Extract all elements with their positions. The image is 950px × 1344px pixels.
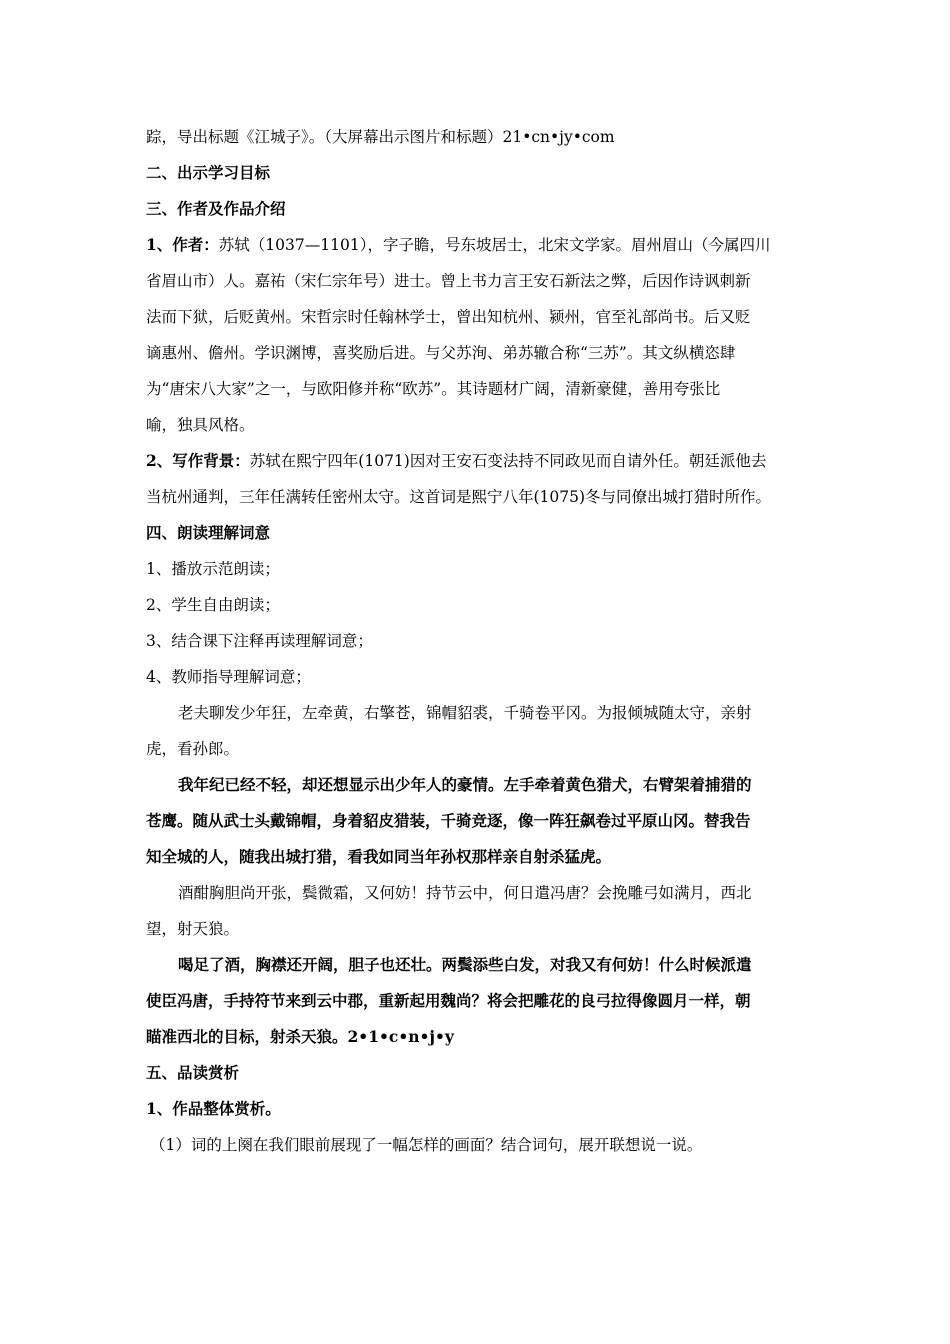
poem-stanza-1-line: 老夫聊发少年狂，左牵黄，右擎苍，锦帽貂裘，千骑卷平冈。为报倾城随太守，亲射	[178, 704, 752, 722]
intro-tail-line: 踪，导出标题《江城子》。（大屏幕出示图片和标题）21•cn•jy•com	[146, 128, 615, 146]
author-paragraph-line	[146, 234, 826, 256]
translation-1-line: 知全城的人，随我出城打猎，看我如同当年孙权那样亲自射杀猛虎。	[146, 847, 612, 866]
author-paragraph-line: 谪惠州、儋州。学识渊博，喜奖励后进。与父苏洵、弟苏辙合称“三苏”。其文纵横恣肆	[146, 344, 736, 362]
section-heading-2: 二、出示学习目标	[146, 163, 271, 182]
background-text: 苏轼在熙宁四年(1071)因对王安石变法持不同政见而自请外任。朝廷派他去	[249, 452, 767, 470]
step-item: 2、学生自由朗读；	[146, 596, 280, 614]
author-text: 苏轼（1037—1101），字子瞻，号东坡居士，北宋文学家。眉州眉山（今属四川	[218, 236, 771, 254]
background-label: 2、写作背景：	[146, 451, 250, 470]
subsection-heading: 1、作品整体赏析。	[146, 1099, 281, 1118]
translation-1-line: 我年纪已经不轻，却还想显示出少年人的豪情。左手牵着黄色猎犬，右臂架着捕猎的	[178, 775, 752, 794]
poem-stanza-1-line: 虎，看孙郎。	[146, 740, 240, 758]
poem-stanza-2-line: 酒酣胸胆尚开张，鬓微霜，又何妨！持节云中，何日遣冯唐？会挽雕弓如满月，西北	[178, 884, 752, 902]
translation-2-line: 喝足了酒，胸襟还开阔，胆子也还壮。两鬓添些白发，对我又有何妨！什么时候派遣	[178, 955, 752, 974]
author-paragraph-line: 法而下狱，后贬黄州。宋哲宗时任翰林学士，曾出知杭州、颍州，官至礼部尚书。后又贬	[146, 308, 751, 326]
step-item: 4、教师指导理解词意；	[146, 668, 311, 686]
author-label: 1、作者：	[146, 235, 219, 254]
section-heading-5: 五、品读赏析	[146, 1063, 240, 1082]
background-paragraph-line	[146, 450, 826, 472]
section-heading-4: 四、朗读理解词意	[146, 523, 271, 542]
translation-2-line: 瞄准西北的目标，射杀天狼。2•1•c•n•j•y	[146, 1027, 454, 1046]
background-paragraph-line: 当杭州通判，三年任满转任密州太守。这首词是熙宁八年(1075)冬与同僚出城打猎时所作。	[146, 488, 772, 506]
question-item: （1）词的上阕在我们眼前展现了一幅怎样的画面？结合词句，展开联想说一说。	[150, 1136, 703, 1154]
step-item: 1、播放示范朗读；	[146, 560, 280, 578]
translation-1-line: 苍鹰。随从武士头戴锦帽，身着貂皮猎装，千骑竞逐，像一阵狂飙卷过平原山冈。替我告	[146, 811, 751, 830]
poem-stanza-2-line: 望，射天狼。	[146, 920, 240, 938]
author-paragraph-line: 为“唐宋八大家”之一，与欧阳修并称“欧苏”。其诗题材广阔，清新豪健，善用夸张比	[146, 380, 721, 398]
author-paragraph-line: 喻，独具风格。	[146, 416, 255, 434]
step-item: 3、结合课下注释再读理解词意；	[146, 632, 373, 650]
translation-2-line: 使臣冯唐，手持符节来到云中郡，重新起用魏尚？将会把雕花的良弓拉得像圆月一样，朝	[146, 991, 751, 1010]
section-heading-3: 三、作者及作品介绍	[146, 199, 286, 218]
author-paragraph-line: 省眉山市）人。嘉祐（宋仁宗年号）进士。曾上书力言王安石新法之弊，后因作诗讽刺新	[146, 272, 751, 290]
